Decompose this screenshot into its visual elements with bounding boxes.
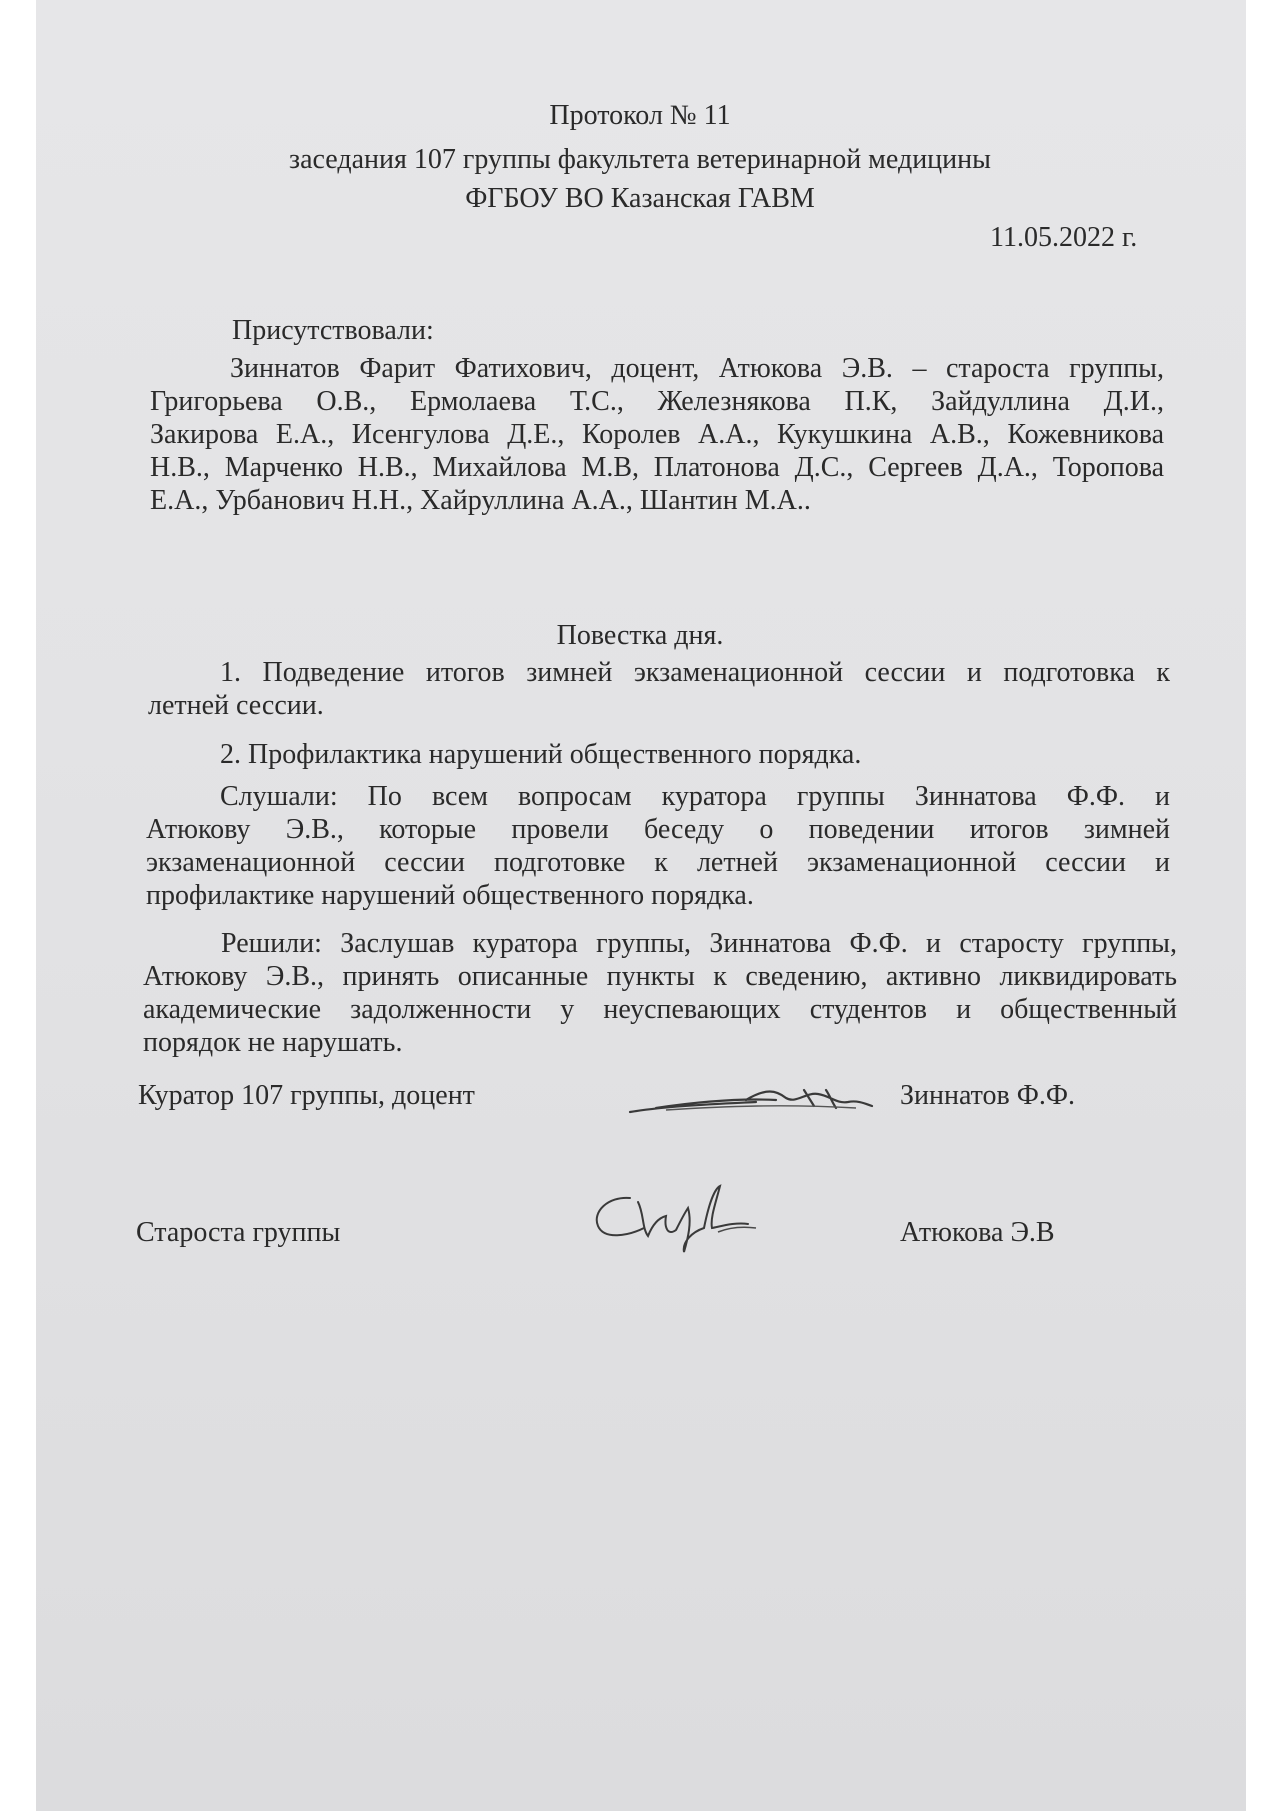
attendees-line: Н.В., Марченко Н.В., Михайлова М.В, Платонова Д.С., Сергеев Д.А., Торопова [150,452,1164,483]
document-date: 11.05.2022 г. [990,222,1138,253]
heard-paragraph [146,780,1170,912]
curator-signature [626,1078,876,1118]
agenda-item-2: 2. Профилактика нарушений общественного порядка. [220,739,862,770]
agenda-heading: Повестка дня. [556,620,724,651]
attendees-heading: Присутствовали: [232,315,434,346]
heard-line: профилактике нарушений общественного порядка. [146,880,754,911]
attendees-line: Зиннатов Фарит Фатихович, доцент, Атюкова Э.В. – староста группы, [230,353,1164,384]
attendees-line: Е.А., Урбанович Н.Н., Хайруллина А.А., Шантин М.А.. [150,485,811,516]
attendees-line: Григорьева О.В., Ермолаева Т.С., Железнякова П.К, Зайдуллина Д.И., [150,386,1164,417]
agenda-item-1 [148,656,1170,722]
curator-role: Куратор 107 группы, доцент [138,1080,475,1111]
curator-name: Зиннатов Ф.Ф. [900,1080,1076,1111]
attendees-line: Закирова Е.А., Исенгулова Д.Е., Королев А.А., Кукушкина А.В., Кожевникова [150,419,1164,450]
document-subtitle: заседания 107 группы факультета ветеринарной медицины [289,144,991,175]
group-head-role: Староста группы [136,1217,341,1248]
heard-line: Атюкову Э.В., которые провели беседу о поведении итогов зимней [146,814,1170,845]
decided-line: порядок не нарушать. [143,1027,403,1058]
decided-line: Решили: Заслушав куратора группы, Зиннатова Ф.Ф. и старосту группы, [221,928,1177,959]
decided-line: Атюкову Э.В., принять описанные пункты к сведению, активно ликвидировать [143,961,1177,992]
document-title: Протокол № 11 [549,100,731,131]
heard-line: экзаменационной сессии подготовке к летней экзаменационной сессии и [146,847,1170,878]
agenda-item-line: 1. Подведение итогов зимней экзаменационной сессии и подготовка к [220,657,1170,688]
agenda-item-line: летней сессии. [148,690,324,721]
decided-paragraph [143,927,1177,1059]
group-head-name: Атюкова Э.В [900,1217,1055,1248]
decided-line: академические задолженности у неуспевающих студентов и общественный [143,994,1177,1025]
heard-line: Слушали: По всем вопросам куратора группы Зиннатова Ф.Ф. и [220,781,1170,812]
group-head-signature [588,1178,768,1258]
attendees-list [150,352,1164,517]
organization-name: ФГБОУ ВО Казанская ГАВМ [465,183,815,214]
